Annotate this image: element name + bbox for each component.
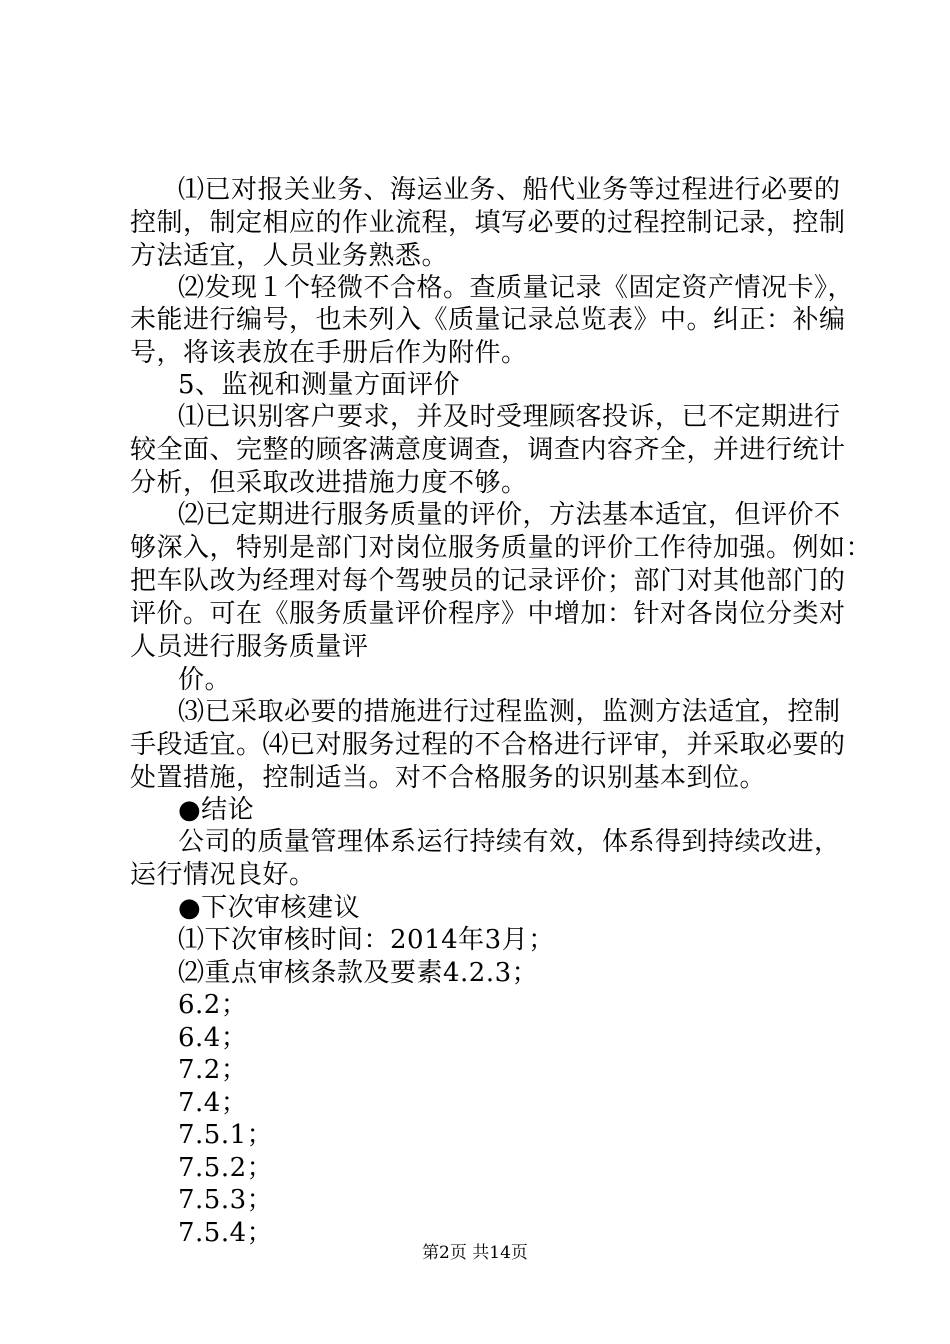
paragraph-line: 够深入，特别是部门对岗位服务质量的评价工作待加强。例如： [130, 533, 873, 563]
page-number-footer: 第2页 共14页 [422, 1243, 528, 1263]
paragraph-line: ⑶已采取必要的措施进行过程监测，监测方法适宜，控制 [178, 697, 841, 727]
list-item: 7.5.4； [178, 1218, 274, 1248]
paragraph-line: 手段适宜。⑷已对服务过程的不合格进行评审，并采取必要的 [130, 730, 846, 760]
paragraph-line: 未能进行编号，也未列入《质量记录总览表》中。纠正：补编 [130, 305, 846, 335]
paragraph-line: 处置措施，控制适当。对不合格服务的识别基本到位。 [130, 763, 767, 793]
list-item: 7.2； [178, 1055, 248, 1085]
list-item: 6.4； [178, 1023, 248, 1053]
list-item: 7.5.2； [178, 1153, 274, 1183]
paragraph-line: 分析，但采取改进措施力度不够。 [130, 468, 528, 498]
list-item: ⑵重点审核条款及要素4.2.3； [178, 958, 539, 988]
section-heading-conclusion: ●结论 [178, 795, 255, 825]
paragraph-line: 把车队改为经理对每个驾驶员的记录评价；部门对其他部门的 [130, 566, 846, 596]
list-item: 7.5.1； [178, 1120, 274, 1150]
paragraph-line: 人员进行服务质量评 [130, 632, 369, 662]
paragraph-line: 公司的质量管理体系运行持续有效，体系得到持续改进， [178, 827, 841, 857]
paragraph-line: 方法适宜，人员业务熟悉。 [130, 241, 449, 271]
list-item: 6.2； [178, 990, 248, 1020]
list-item: 7.5.3； [178, 1185, 274, 1215]
list-item: ⑴下次审核时间：2014年3月； [178, 925, 555, 955]
paragraph-line: 评价。可在《服务质量评价程序》中增加：针对各岗位分类对 [130, 599, 846, 629]
list-item: 7.4； [178, 1088, 248, 1118]
section-heading: 5、监视和测量方面评价 [178, 370, 461, 400]
paragraph-line: 价。 [178, 665, 232, 695]
paragraph-line: 号，将该表放在手册后作为附件。 [130, 338, 528, 368]
paragraph-line: 较全面、完整的顾客满意度调查，调查内容齐全，并进行统计 [130, 435, 846, 465]
paragraph-line: 运行情况良好。 [130, 860, 316, 890]
section-heading-next-audit: ●下次审核建议 [178, 893, 361, 923]
paragraph-line: 控制，制定相应的作业流程，填写必要的过程控制记录，控制 [130, 208, 846, 238]
paragraph-line: ⑴已识别客户要求，并及时受理顾客投诉，已不定期进行 [178, 402, 841, 432]
paragraph-line: ⑵已定期进行服务质量的评价，方法基本适宜，但评价不 [178, 500, 841, 530]
paragraph-line: ⑴已对报关业务、海运业务、船代业务等过程进行必要的 [178, 175, 841, 205]
paragraph-line: ⑵发现１个轻微不合格。查质量记录《固定资产情况卡》， [178, 273, 855, 303]
